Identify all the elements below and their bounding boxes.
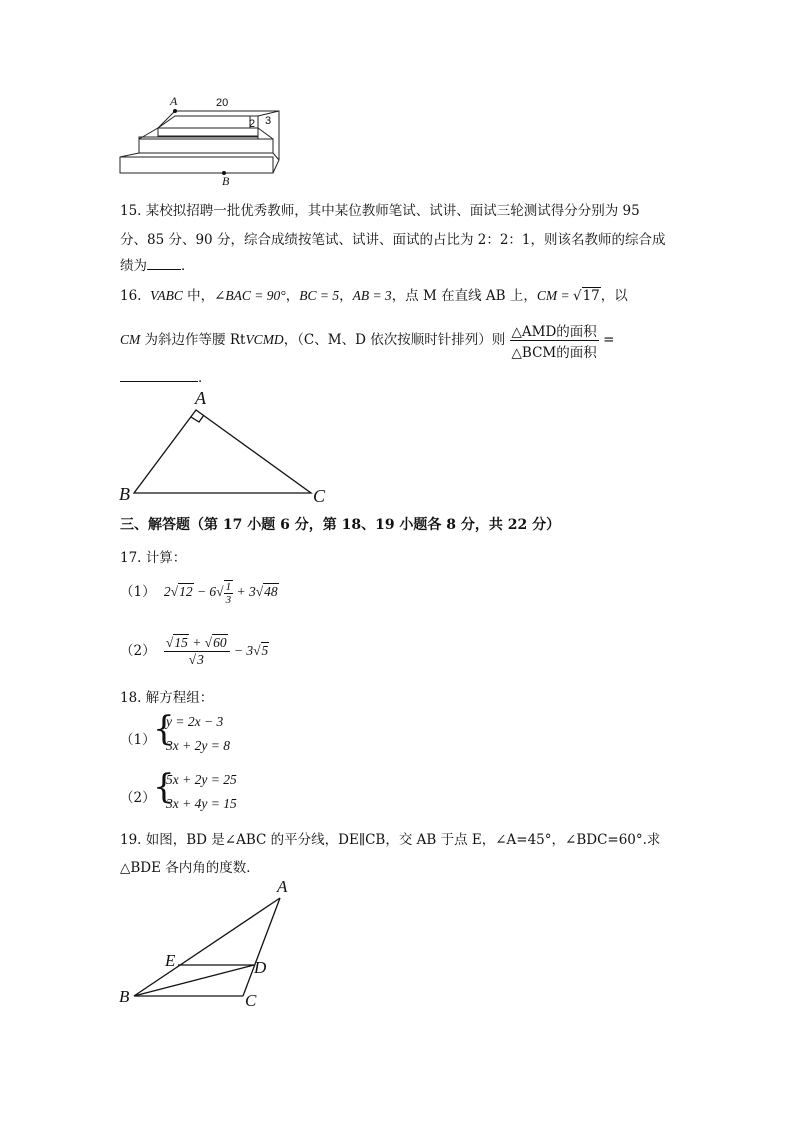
q19-line1: 19. 如图，BD 是∠ABC 的平分线，DE∥CB，交 AB 于点 E，∠A=45°，∠BDC=60°.求 [120, 832, 661, 848]
area-ratio-fraction: $\frac{\text{△AMD的面积}}{\text{△BCM的面积}}$ [510, 320, 599, 361]
q17-part2: （2） $\frac{√15 + √60}{√3}$ − 3√5 [120, 635, 269, 667]
fig1-step-label: 2 [249, 118, 256, 130]
fig2-label-a: A [195, 388, 206, 408]
q18-part1-label: （1） [120, 732, 156, 748]
q18-part2-label: （2） [120, 790, 156, 806]
q16-line1: 16. VABC 中，∠BAC = 90°，BC = 5，AB = 3，点 M 在直线 AB 上，CM = √17，以 [120, 288, 628, 304]
q18-p1-eq2: 3x + 2y = 8 [166, 738, 230, 753]
q18-p2-eq2: 3x + 4y = 15 [166, 796, 237, 811]
fig3-label-a: A [277, 877, 288, 896]
q17-part1: （1） 2√12 − 6√ $\frac{1}{3}$ + 3√48 [120, 581, 278, 606]
fig3-label-c: C [245, 991, 257, 1010]
q19-line2: △BDE 各内角的度数． [120, 860, 260, 876]
fig1-width-label: 20 [216, 97, 229, 109]
q18-title: 18. 解方程组： [120, 690, 214, 706]
fig1-label-a: A [170, 94, 178, 108]
q18-p2-eq1: 5x + 2y = 25 [166, 772, 237, 787]
q15-line3: 绩为 ． [120, 258, 195, 274]
fig2-label-b: B [119, 484, 130, 504]
fig3-label-d: D [254, 958, 267, 977]
system-brace: { [153, 709, 175, 749]
fig1-label-b: B [222, 174, 230, 188]
fig1-height-label: 3 [265, 115, 272, 127]
fig3-label-b: B [119, 987, 130, 1006]
section-heading: 三、解答题（第 17 小题 6 分，第 18、19 小题各 8 分，共 22 分） [120, 517, 561, 533]
fig3-label-e: E [165, 951, 176, 970]
system-brace: { [153, 767, 175, 807]
q15-line1: 15. 某校拟招聘一批优秀教师，其中某位教师笔试、试讲、面试三轮测试得分分别为 95 [120, 203, 640, 219]
q17-title: 17. 计算： [120, 550, 187, 566]
q18-p1-eq1: y = 2x − 3 [166, 714, 224, 729]
q15-line2: 分、85 分、90 分，综合成绩按笔试、试讲、面试的占比为 2：2：1，则该名教师的综合成 [120, 232, 666, 248]
fig2-label-c: C [313, 486, 326, 506]
q16-answer-line: ． [120, 366, 212, 386]
q16-line2: CM 为斜边作等腰 RtVCMD，（C、M、D 依次按顺时针排列）则 $\frac{\text{△AMD的面积}}{\text{△BCM的面积}}$ = [120, 320, 614, 361]
